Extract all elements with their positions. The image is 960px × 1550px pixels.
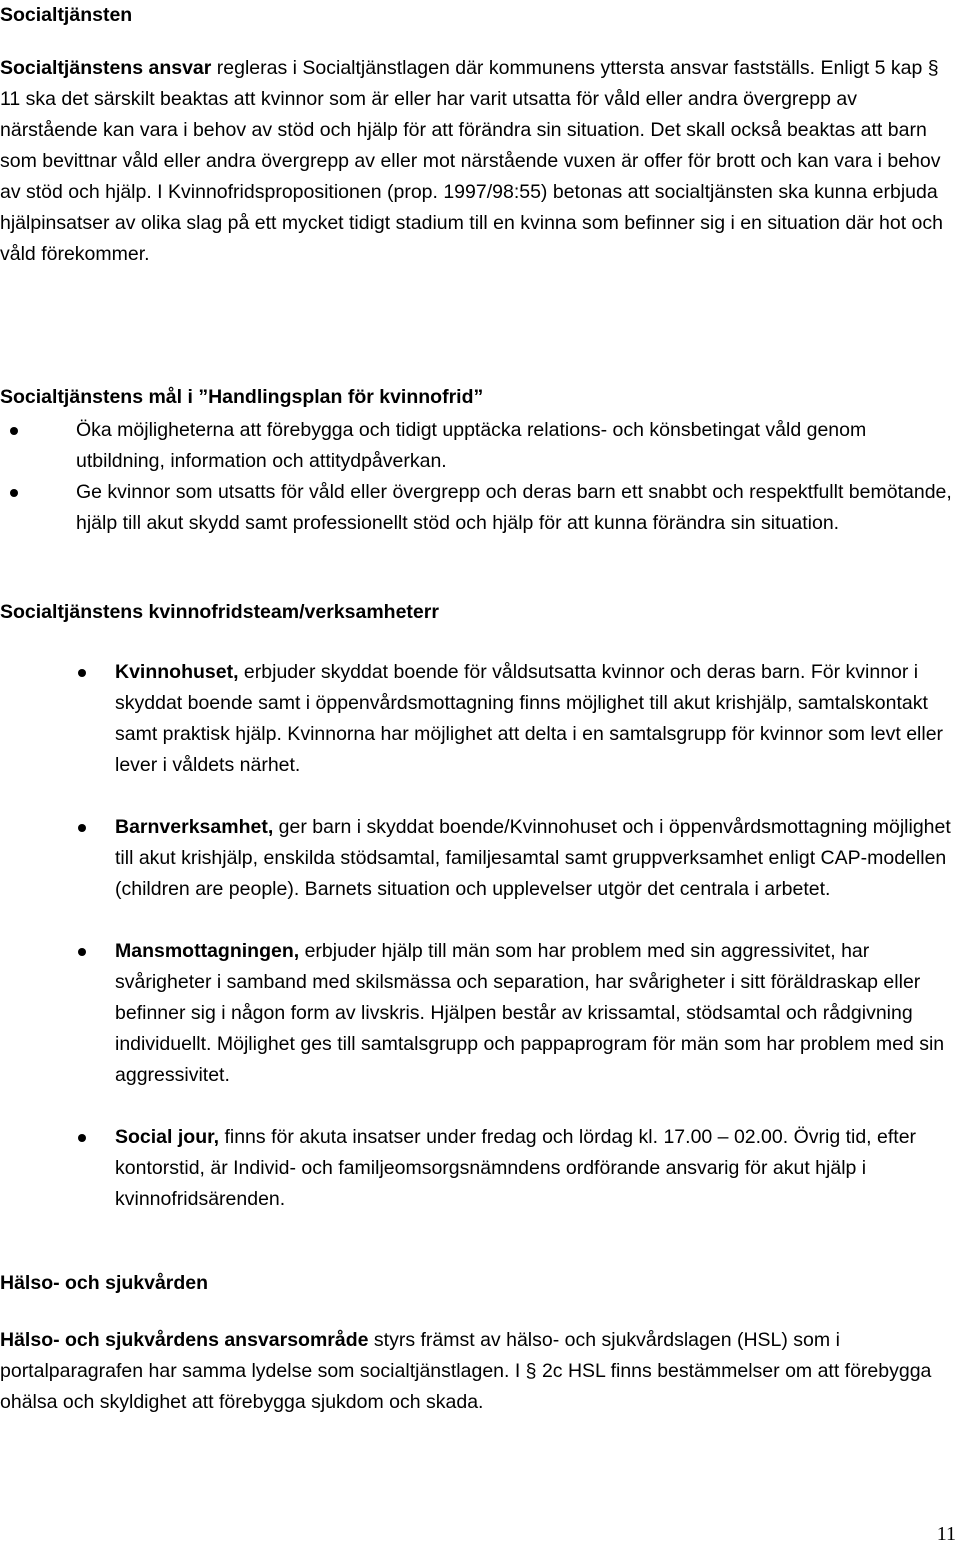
team-item-kvinnohuset [115,657,960,781]
bullet-icon [78,948,86,956]
team-item-social-jour [115,1122,960,1215]
health-text: styrs främst av hälso- och sjukvårdslagen (HSL) som i portalparagrafen har samma lydelse som socialtjänstlagen. I § 2c HSL finns bestämmelser om att förebygga ohälsa och skyldighet att förebygga sjukdom och skada. [0,1329,932,1413]
health-lead-bold: Hälso- och sjukvårdens ansvarsområde [0,1329,369,1351]
team-text: ger barn i skyddat boende/Kvinnohuset och i öppenvårdsmottagning möjlighet till akut krishjälp, enskilda stödsamtal, familjesamtal samt gruppverksamhet enligt CAP-modellen (children are people). Barnets situation och upplevelser utgör det centrala i arbetet. [115,816,951,900]
bullet-icon [78,669,86,677]
intro-lead-bold: Socialtjänstens ansvar [0,57,212,79]
goal-item [76,415,960,477]
bullet-icon [78,824,86,832]
team-name: Kvinnohuset, [115,661,239,683]
page-heading: Socialtjänsten [0,4,133,26]
teams-heading: Socialtjänstens kvinnofridsteam/verksamheterr [0,601,439,623]
intro-text-b: Det skall också beaktas att barn som bevittnar våld eller andra övergrepp av eller mot närstående vuxen är offer för brott och kan vara i behov av stöd och hjälp. I Kvinnofridspropositionen (prop. 1997/98:55) betonas att socialtjänsten ska kunna erbjuda hjälpinsatser av olika slag på ett mycket tidigt stadium till en kvinna som befinner sig i en situation där hot och våld förekommer. [0,119,943,265]
team-name: Barnverksamhet, [115,816,274,838]
team-name: Mansmottagningen, [115,940,300,962]
teams-list [115,657,960,1215]
team-item-mansmottagningen [115,936,960,1091]
health-paragraph [0,1325,958,1418]
bullet-icon [10,489,18,497]
goal-text: Öka möjligheterna att förebygga och tidigt upptäcka relations- och könsbetingat våld genom utbildning, information och attitydpåverkan. [76,419,867,472]
team-name: Social jour, [115,1126,220,1148]
health-heading: Hälso- och sjukvården [0,1272,209,1294]
team-text: finns för akuta insatser under fredag och lördag kl. 17.00 – 02.00. Övrig tid, efter kontorstid, är Individ- och familjeomsorgsnämndens ordförande ansvarig för akut hjälp i kvinnofridsärenden. [115,1126,917,1210]
intro-text-a: regleras i Socialtjänstlagen där kommunens yttersta ansvar fastställs. Enligt 5 kap § 11 ska det särskilt beaktas att kvinnor som är eller har varit utsatta för våld eller andra övergrepp av närstående kan vara i behov av stöd och hjälp för att förändra sin situation. [0,57,939,141]
goals-list [76,415,960,539]
page-number: 11 [936,1523,956,1545]
team-text: erbjuder skyddat boende för våldsutsatta kvinnor och deras barn. För kvinnor i skyddat boende samt i öppenvårdsmottagning finns möjlighet till akut krishjälp, samtalskontakt samt praktisk hjälp. Kvinnorna har möjlighet att delta i en samtalsgrupp för kvinnor som levt eller lever i våldets närhet. [115,661,944,776]
team-text: erbjuder hjälp till män som har problem med sin aggressivitet, har svårigheter i samband med skilsmässa och separation, har svårigheter i sitt föräldraskap eller befinner sig i någon form av livskris. Hjälpen består av krissamtal, stödsamtal och rådgivning individuellt. Möjlighet ges till samtalsgrupp och pappaprogram för män som har problem med sin aggressivitet. [115,940,945,1086]
team-item-barnverksamhet [115,812,960,905]
goal-text: Ge kvinnor som utsatts för våld eller övergrepp och deras barn ett snabbt och respektfullt bemötande, hjälp till akut skydd samt professionellt stöd och hjälp för att kunna förändra sin situation. [76,481,952,534]
intro-paragraph [0,53,958,270]
goals-heading: Socialtjänstens mål i ”Handlingsplan för kvinnofrid” [0,386,484,408]
bullet-icon [78,1134,86,1142]
bullet-icon [10,427,18,435]
goal-item [76,477,960,539]
